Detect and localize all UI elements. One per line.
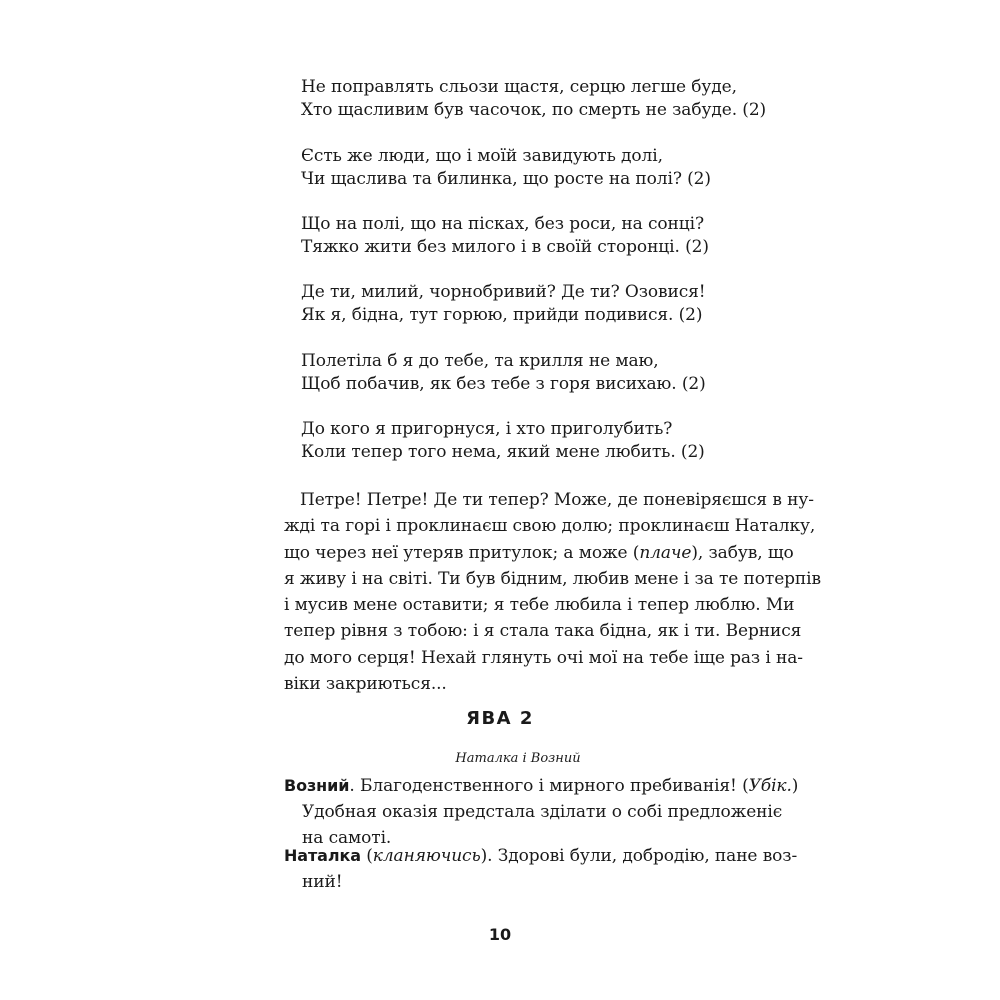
- monologue-line: віки закриються...: [284, 674, 447, 695]
- monologue-line: я живу і на світі. Ти був бідним, любив мене і за те потерпів: [284, 568, 821, 589]
- poem-stanza-4: [301, 281, 706, 327]
- dialogue-vozny: [284, 773, 799, 851]
- poem-line: Чи щаслива та билинка, що росте на полі? (2): [301, 169, 711, 189]
- monologue-line: Петре! Петре! Де ти тепер? Може, де поневіряєшся в ну-: [300, 490, 814, 510]
- monologue-text: ), забув, що: [691, 542, 794, 563]
- dialogue-natalka: [284, 843, 798, 895]
- monologue-text: що через неї утеряв притулок; а може (: [284, 542, 640, 563]
- monologue-line: тепер рівня з тобою: і я стала така бідна, як і ти. Вернися: [284, 621, 802, 642]
- speech-text: (: [360, 846, 373, 866]
- poem-line: До кого я пригорнуся, і хто приголубить?: [301, 419, 673, 439]
- dialogue-line: ний!: [302, 872, 343, 892]
- poem-line: Не поправлять сльози щастя, серцю легше буде,: [301, 77, 737, 97]
- dialogue-line: [284, 773, 799, 799]
- poem-line: Єсть же люди, що і моїй завидують долі,: [301, 146, 663, 166]
- poem-line: Що на полі, що на пісках, без роси, на сонці?: [301, 214, 704, 234]
- monologue-line: жді та горі і проклинаєш свою долю; проклинаєш Наталку,: [284, 516, 816, 537]
- poem-stanza-5: [301, 350, 706, 396]
- poem-line: Щоб побачив, як без тебе з горя висихаю. (2): [301, 374, 706, 394]
- scene-heading: ЯВА 2: [466, 708, 534, 729]
- poem-stanza-2: [301, 145, 711, 191]
- monologue-paragraph: [284, 487, 821, 697]
- monologue-line: [284, 540, 794, 566]
- dialogue-line: [284, 843, 798, 869]
- poem-stanza-1: [301, 76, 766, 122]
- scene-cast: Наталка і Возний: [455, 751, 581, 766]
- speech-text: . Благоденственного і мирного пребиванія! (: [349, 776, 749, 796]
- stage-direction: плаче: [639, 542, 692, 563]
- poem-line: Коли тепер того нема, який мене любить. (2): [301, 442, 705, 462]
- poem-line: Де ти, милий, чорнобривий? Де ти? Озовися!: [301, 282, 706, 302]
- dialogue-line: на самоті.: [302, 828, 392, 848]
- monologue-line: до мого серця! Нехай глянуть очі мої на тебе іще раз і на-: [284, 647, 803, 668]
- stage-direction: кланяючись: [372, 846, 481, 866]
- speaker-name: Возний: [284, 776, 350, 795]
- poem-line: Полетіла б я до тебе, та крилля не маю,: [301, 351, 659, 371]
- dialogue-line: Удобная оказія предстала зділати о собі предложеніє: [302, 802, 783, 822]
- speaker-name: Наталка: [284, 846, 361, 865]
- poem-line: Тяжко жити без милого і в своїй сторонці. (2): [301, 237, 709, 257]
- poem-line: Хто щасливим був часочок, по смерть не забуде. (2): [301, 100, 767, 120]
- monologue-line: і мусив мене оставити; я тебе любила і тепер люблю. Ми: [284, 595, 795, 616]
- speech-text: ). Здорові були, добродію, пане воз-: [480, 846, 798, 866]
- poem-line: Як я, бідна, тут горюю, прийди подивися. (2): [301, 305, 703, 325]
- stage-direction: Убік.: [748, 776, 792, 796]
- speech-text: ): [791, 776, 799, 796]
- page-number: 10: [488, 925, 512, 944]
- poem-stanza-6: [301, 418, 705, 464]
- poem-stanza-3: [301, 213, 709, 259]
